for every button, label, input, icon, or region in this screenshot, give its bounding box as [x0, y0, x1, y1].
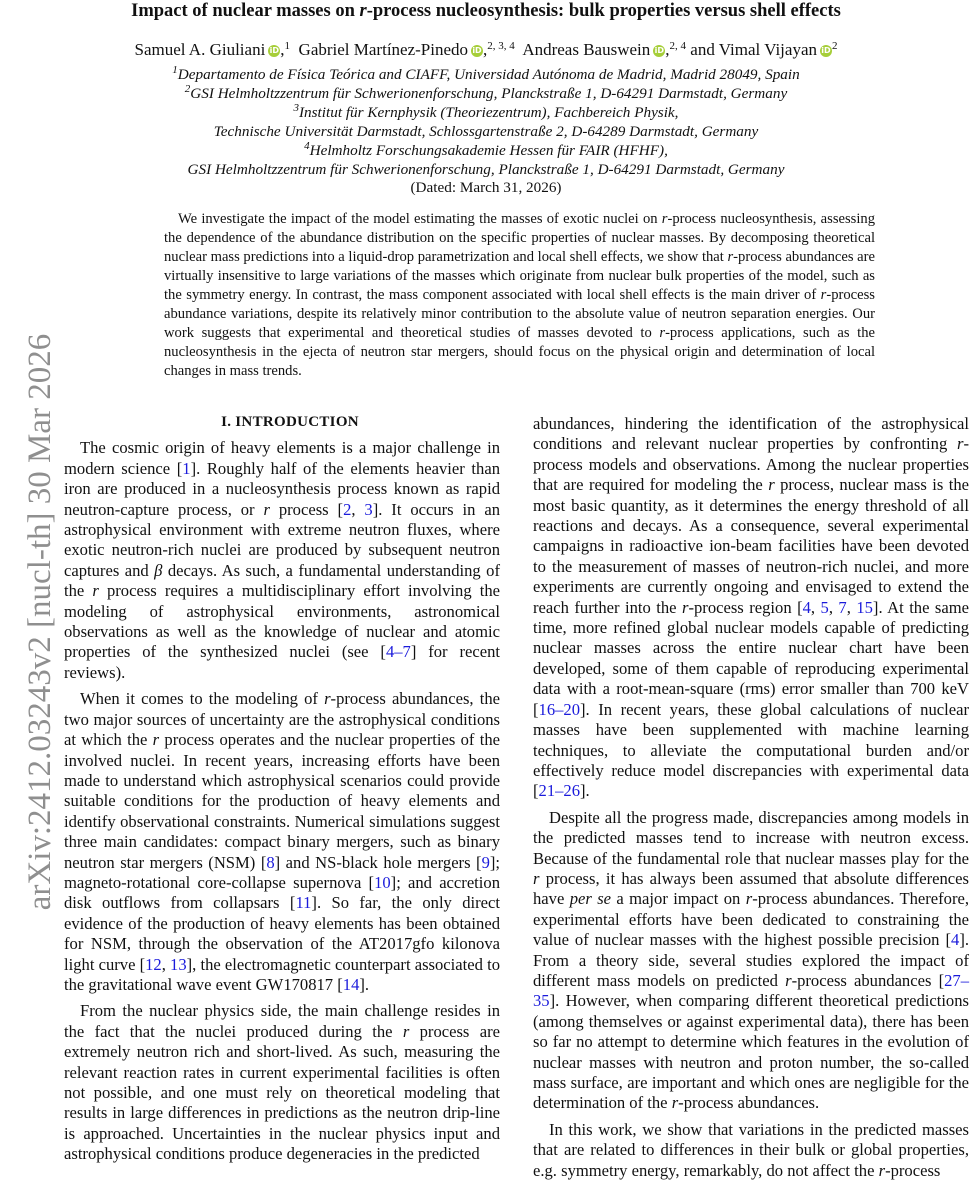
affiliation-line: $^1$Departamento de Física Teórica and CIAFF, Universidad Autónoma de Madrid, Madrid 28049, Spain — [172, 64, 800, 83]
text-run: -process — [885, 1160, 941, 1180]
text-run: -process abundances. — [678, 1093, 820, 1113]
title-part-2: -process nucleosynthesis: bulk properties versus shell effects — [366, 1, 841, 21]
italic-text: r — [661, 211, 668, 227]
text-run: ]. From a theory side, several studies explored the impact of different mass models on predicted — [533, 930, 969, 990]
italic-text: r — [878, 1160, 886, 1180]
citation-link[interactable]: 3 — [364, 499, 373, 519]
citation-link[interactable]: 21–26 — [538, 781, 581, 801]
text-run: When it comes to the modeling of — [80, 689, 325, 709]
affiliation-line: GSI Helmholtzzentrum für Schwerionenforschung, Planckstraße 1, D-64291 Darmstadt, Germany — [187, 160, 785, 178]
italic-text: r — [533, 868, 540, 888]
text-run: abundances, hindering the identification of the astrophysical conditions and relevant nuclear properties by confronting — [533, 414, 969, 454]
text-run: ]; and accretion disk outflows from collapsars [ — [64, 872, 500, 913]
text-run: ]. Roughly half of the elements heavier than iron are produced in a nucleosynthesis process known as rapid neutron-capture process, or — [64, 458, 500, 519]
left-column — [64, 412, 500, 1171]
text-run: ]. In recent years, these global calculations of nuclear masses have been supplemented with machine learning techniques, to alleviate the computational burden and/or effectively reduce model discrepancies with experimental data [ — [533, 699, 969, 801]
body-paragraph — [64, 1001, 500, 1164]
citation-link[interactable]: 11 — [295, 893, 312, 913]
citation-link[interactable]: 12 — [145, 954, 162, 974]
citation-link[interactable]: 14 — [342, 974, 360, 994]
citation-link[interactable]: 9 — [481, 852, 490, 872]
text-run: ]. However, when comparing different theoretical predictions (among themselves or against experimental data), there has been so far no attempt to determine which features in the evolution of nuclear masses with neutron and proton number, the so-called mass surface, are important and which ones are negligible for the determination of the — [533, 991, 969, 1113]
body-paragraph — [533, 414, 969, 802]
section-heading: I. INTRODUCTION — [221, 414, 359, 430]
citation-link[interactable]: 1 — [182, 458, 191, 478]
text-run: ], the electromagnetic counterpart associated to the gravitational wave event GW170817 [ — [64, 954, 500, 994]
text-run: ]; magneto-rotational core-collapse supernova [ — [64, 852, 501, 892]
body-paragraph — [533, 808, 969, 1114]
title-part-r: r — [359, 1, 367, 21]
text-run: ]. — [359, 974, 370, 994]
citation-link[interactable]: 4 — [802, 597, 811, 617]
italic-text: per se — [569, 889, 612, 909]
italic-text: r — [671, 1093, 679, 1113]
text-run: -process applications, such as the nucleosynthesis in the ejecta of neutron star mergers, should focus on the physical origin and determination of local changes in mass trends. — [164, 325, 875, 379]
italic-text: r — [659, 325, 666, 341]
text-run: ]. — [580, 781, 590, 801]
text-run: ]. It occurs in an astrophysical environment with extreme neutron fluxes, where exotic neutron-rich nuclei are produced by subsequent neutron captures and — [64, 499, 501, 580]
text-run: , — [161, 954, 171, 974]
italic-text: r — [402, 1021, 410, 1041]
abstract — [164, 210, 875, 381]
text-run: , — [828, 597, 839, 617]
author-4: Vimal Vijayan $iD^2$ — [718, 40, 838, 59]
right-column — [533, 414, 969, 1187]
text-run: process [ — [269, 499, 344, 519]
text-run: We investigate the impact of the model estimating the masses of exotic nuclei on — [178, 211, 662, 227]
citation-link[interactable]: 8 — [266, 852, 275, 872]
orcid-icon[interactable]: iD — [821, 46, 831, 55]
text-run: From the nuclear physics side, the main challenge resides in the fact that the nuclei produced during the — [64, 1001, 500, 1041]
text-run: decays. As such, a fundamental understanding of the — [64, 560, 500, 601]
italic-text: r — [768, 475, 775, 495]
italic-text: r — [820, 287, 827, 303]
author-2: Gabriel Martínez-Pinedo iD,$^{2, 3, 4}$ — [298, 40, 515, 59]
text-run: ]. At the same time, more refined global nuclear models capable of predicting nuclear masses across the entire nuclear chart have been developed, some of them capable of reproducing experimental data with a root-mean-square (rms) error smaller than 700 keV [ — [533, 597, 970, 719]
arxiv-identifier: arXiv:2412.03243v2 [nucl-th] 30 Mar 2026 — [22, 333, 58, 911]
citation-link[interactable]: 5 — [820, 597, 829, 617]
author-1: Samuel A. Giuliani iD,$^1$ — [134, 40, 291, 59]
text-run: ] and NS-black hole mergers [ — [274, 852, 482, 872]
text-run: -process models and observations. Among the nuclear properties that are required for modeling the — [533, 434, 969, 495]
text-run: process, it has always been assumed that absolute differences have — [533, 868, 969, 909]
text-run: Despite all the progress made, discrepancies among models in the predicted masses tend to increase with neutron excess. Because of the fundamental role that nuclear masses play for the — [533, 807, 969, 868]
text-run: ]. So far, the only direct evidence of the production of heavy elements has been obtained for NSM, through the observation of the AT2017gfo kilonova light curve [ — [64, 893, 501, 974]
text-run: process requires a multidisciplinary effort involving the modeling of astrophysical environments, astronomical observations as well as the knowledge of nuclear and atomic properties of the synthesized nuclei (see [ — [64, 581, 500, 662]
text-run: -process nucleosynthesis, assessing the dependence of the abundance distribution on the specific properties of nuclear masses. By decomposing theoretical nuclear mass predictions into a liquid-drop parametrization and local shell effects, we show that — [164, 211, 875, 265]
body-paragraph — [533, 1120, 969, 1181]
italic-text: r — [682, 597, 689, 617]
italic-text: r — [92, 581, 99, 601]
body-paragraph — [64, 689, 500, 995]
affiliation-line: $^3$Institut für Kernphysik (Theoriezentrum), Fachbereich Physik, — [293, 101, 679, 121]
italic-text: r — [785, 970, 792, 990]
citation-link[interactable]: 4 — [951, 930, 960, 950]
text-run: The cosmic origin of heavy elements is a major challenge in modern science [ — [64, 438, 500, 478]
citation-link[interactable]: 16–20 — [538, 699, 581, 719]
text-run: -process abundance variations, despite its relatively minor contribution to the absolute value of neutron separation energies. Our work suggests that experimental and theoretical studies of masses devoted to — [164, 287, 875, 341]
text-run: a major impact on — [611, 889, 746, 909]
text-run: ] for recent reviews). — [64, 642, 500, 682]
citation-link[interactable]: 15 — [856, 597, 873, 617]
text-run: process are extremely neutron rich and short-lived. As such, measuring the relevant reaction rates in current experimental facilities is often not possible, and one must rely on theoretical modeling that results in large differences in predictions as the neutron drip-line is approached. Uncertainties in the nuclear physics input and astrophysical conditions produce degeneracies in the predicted — [64, 1021, 500, 1164]
affiliation-line: $^2$GSI Helmholtzzentrum für Schwerionenforschung, Planckstraße 1, D-64291 Darmstadt, Germany — [184, 82, 788, 102]
text-run: , — [846, 597, 857, 617]
orcid-icon[interactable]: iD — [472, 46, 482, 55]
affiliation-line: Technische Universität Darmstadt, Schlossgartenstraße 2, D-64289 Darmstadt, Germany — [213, 122, 759, 140]
abstract-paragraph — [164, 210, 875, 381]
italic-text: r — [152, 730, 160, 750]
author-list — [0, 40, 972, 60]
text-run: -process abundances are virtually insensitive to large variations of the masses which originate from nuclear bulk properties of the model, such as the symmetry energy. In contrast, the mass component associated with local shell effects is the main driver of — [164, 249, 875, 303]
italic-text: r — [727, 249, 734, 265]
affiliations — [0, 66, 972, 198]
text-run: In this work, we show that variations in the predicted masses that are related to differences in their bulk or global properties, e.g. symmetry energy, remarkably, do not affect the — [533, 1119, 969, 1180]
citation-link[interactable]: 27–35 — [533, 970, 969, 1011]
page-title — [0, 0, 972, 22]
text-run: -process abundances. Therefore, experimental efforts have been dedicated to constraining the value of nuclear masses with the highest possible precision [ — [533, 889, 970, 950]
italic-text: r — [324, 689, 331, 709]
italic-text: r — [745, 889, 753, 909]
citation-link[interactable]: 13 — [170, 954, 187, 974]
text-run: , — [810, 597, 821, 617]
citation-link[interactable]: 10 — [374, 872, 391, 892]
citation-link[interactable]: 4–7 — [385, 642, 411, 662]
affiliation-line: $^4$Helmholtz Forschungsakademie Hessen für FAIR (HFHF), — [304, 139, 668, 159]
text-run: -process abundances [ — [791, 970, 945, 990]
italic-text: r — [957, 434, 964, 454]
author-and: and — [690, 40, 715, 59]
text-run: -process abundances, the two major sources of uncertainty are the astrophysical conditions at which the — [64, 689, 500, 750]
citation-link[interactable]: 7 — [838, 597, 847, 617]
italic-text: β — [154, 560, 163, 580]
text-run: -process region [ — [688, 597, 803, 617]
title-part-1: Impact of nuclear masses on — [131, 1, 360, 21]
text-run: process, nuclear mass is the most basic quantity, as it determines the energy threshold of all reactions and decays. As a consequence, several experimental campaigns in radioactive ion-beam facilities have been devoted to the measurement of masses of neutron-rich nuclei, and more experiments are currently ongoing and envisaged to extend the reach further into the — [533, 475, 969, 617]
dated-line: (Dated: March 31, 2026) — [410, 179, 562, 197]
italic-text: r — [263, 499, 270, 519]
body-paragraph — [64, 438, 500, 683]
author-3: Andreas Bauswein iD,$^{2, 4}$ — [522, 40, 687, 59]
text-run: process operates and the nuclear properties of the involved nuclei. In recent years, increasing efforts have been made to understand which astrophysical scenarios could provide suitable conditions for the production of heavy elements and identify observational constraints. Numerical simulations suggest three main candidates: compact binary mergers, such as binary neutron star mergers (NSM) [ — [64, 730, 500, 872]
citation-link[interactable]: 2 — [343, 499, 352, 519]
orcid-icon[interactable]: iD — [654, 46, 664, 55]
orcid-icon[interactable]: iD — [269, 46, 279, 55]
text-run: , — [351, 499, 365, 519]
